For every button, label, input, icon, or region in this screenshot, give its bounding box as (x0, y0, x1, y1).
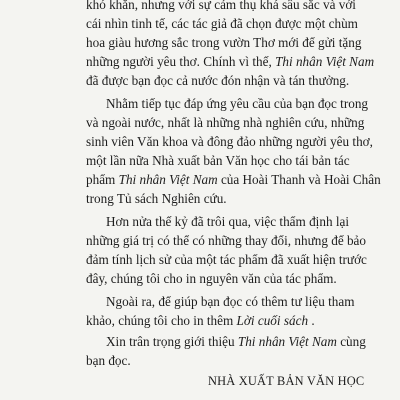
text-line: Ngoài ra, để giúp bạn đọc có thêm tư liệu tham (106, 294, 355, 309)
text-line: và ngoài nước, nhất là những nhà nghiên cứu, những (86, 115, 365, 130)
text-line (86, 311, 315, 330)
text-run: Xin trân trọng giới thiệu (106, 334, 238, 349)
text-run: khảo, chúng tôi cho in thêm (86, 313, 237, 328)
text-line: sinh viên Văn khoa và đông đảo những người yêu thơ, (86, 134, 373, 149)
section-title-italic: Lời cuối sách (236, 313, 309, 328)
text-line: đây, chúng tôi cho in nguyên văn của tác phẩm. (86, 271, 337, 286)
text-line: những giá trị có thể có những thay đổi, nhưng để bảo (86, 233, 367, 248)
text-line (86, 52, 374, 71)
book-title-italic: Thi nhân Việt Nam (237, 334, 337, 349)
text-line: đã được bạn đọc cả nước đón nhận và tán thưởng. (86, 73, 350, 88)
text-run: . (308, 313, 315, 328)
text-line: bạn đọc. (86, 353, 131, 368)
text-run: của Hoài Thanh và Hoài Chân (217, 172, 381, 187)
text-run: phẩm (86, 172, 119, 187)
text-line: một lần nữa Nhà xuất bản Văn học cho tái bản tác (86, 153, 350, 168)
text-line: khó khăn, nhưng với sự cảm thụ khá sâu sắc và với (86, 0, 356, 12)
text-line (86, 170, 381, 189)
text-line: đảm tính lịch sử của một tác phẩm đã xuất hiện trước (86, 252, 367, 267)
text-line: Hơn nửa thế kỷ đã trôi qua, việc thẩm định lại (106, 214, 350, 229)
book-title-italic: Thi nhân Việt Nam (275, 54, 375, 69)
publisher-signature: NHÀ XUẤT BẢN VĂN HỌC (208, 374, 365, 388)
text-line (106, 332, 366, 351)
text-line: Nhằm tiếp tục đáp ứng yêu cầu của bạn đọc trong (106, 96, 369, 111)
book-title-italic: Thi nhân Việt Nam (118, 172, 218, 187)
text-line: cái nhìn tinh tế, các tác giả đã chọn được một chùm (86, 16, 358, 31)
text-run: cùng (336, 334, 366, 349)
text-run: những người yêu thơ. Chính vì thế, (86, 54, 276, 69)
text-line: trong Tủ sách Nghiên cứu. (86, 191, 227, 206)
text-line: hoa giàu hương sắc trong vườn Thơ mới để gửi tặng (86, 35, 362, 50)
